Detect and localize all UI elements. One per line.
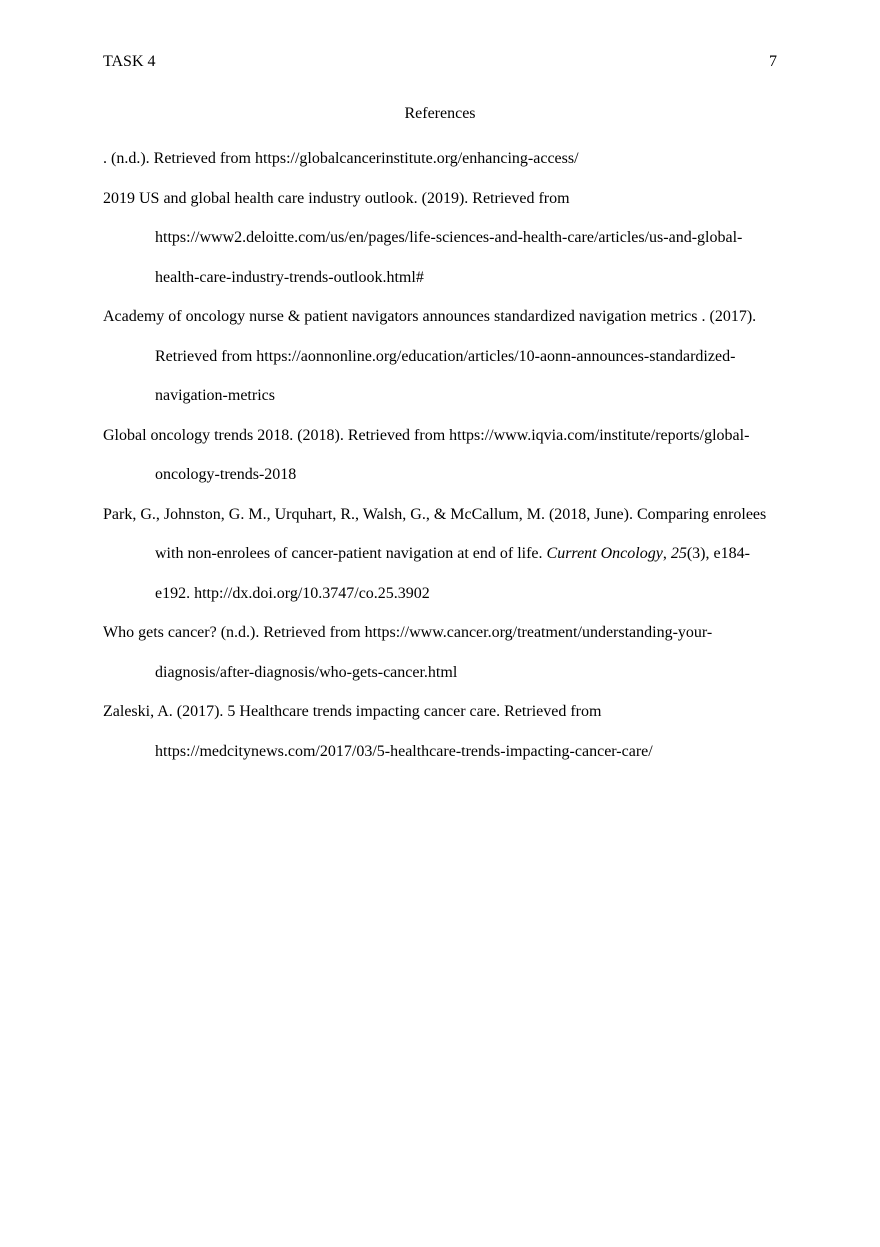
running-head: TASK 4 xyxy=(103,53,156,70)
reference-entry xyxy=(103,416,777,495)
reference-text: Academy of oncology nurse & patient navigators announces standardized navigation metrics . (2017). Retrieved from https://aonnonline.org/education/articles/10-aonn-announces-standardized-navigation-metrics xyxy=(103,308,757,404)
reference-entry xyxy=(103,495,777,614)
reference-text: Who gets cancer? (n.d.). Retrieved from https://www.cancer.org/treatment/understanding-your-diagnosis/after-diagnosis/who-gets-cancer.html xyxy=(103,624,713,681)
reference-entry xyxy=(103,613,777,692)
references-title: References xyxy=(404,105,476,122)
reference-entry xyxy=(103,692,777,771)
reference-text: Park, G., Johnston, G. M., Urquhart, R., Walsh, G., & McCallum, M. (2018, June). Comparing enrolees with non-enrolees of cancer-patient navigation at end of life. xyxy=(103,505,767,562)
reference-text: (3), e184-e192. http://dx.doi.org/10.3747/co.25.3902 xyxy=(155,545,750,602)
reference-entry xyxy=(103,139,777,179)
journal-volume: 25 xyxy=(670,545,687,562)
reference-entry xyxy=(103,179,777,298)
page-number: 7 xyxy=(769,53,777,70)
reference-text: Global oncology trends 2018. (2018). Retrieved from https://www.iqvia.com/institute/reports/global-oncology-trends-2018 xyxy=(103,426,750,483)
reference-entry xyxy=(103,297,777,416)
reference-text: 2019 US and global health care industry outlook. (2019). Retrieved from https://www2.deloitte.com/us/en/pages/life-sciences-and-health-care/articles/us-and-global-health-care-industry-trends-outlook.html# xyxy=(103,189,743,286)
reference-text: . (n.d.). Retrieved from https://globalcancerinstitute.org/enhancing-access/ xyxy=(103,150,579,167)
journal-title: Current Oncology xyxy=(546,545,663,562)
reference-punctuation: , xyxy=(662,545,671,562)
reference-text: Zaleski, A. (2017). 5 Healthcare trends impacting cancer care. Retrieved from https://medcitynews.com/2017/03/5-healthcare-trends-impacting-cancer-care/ xyxy=(103,703,653,760)
reference-list xyxy=(103,139,777,771)
